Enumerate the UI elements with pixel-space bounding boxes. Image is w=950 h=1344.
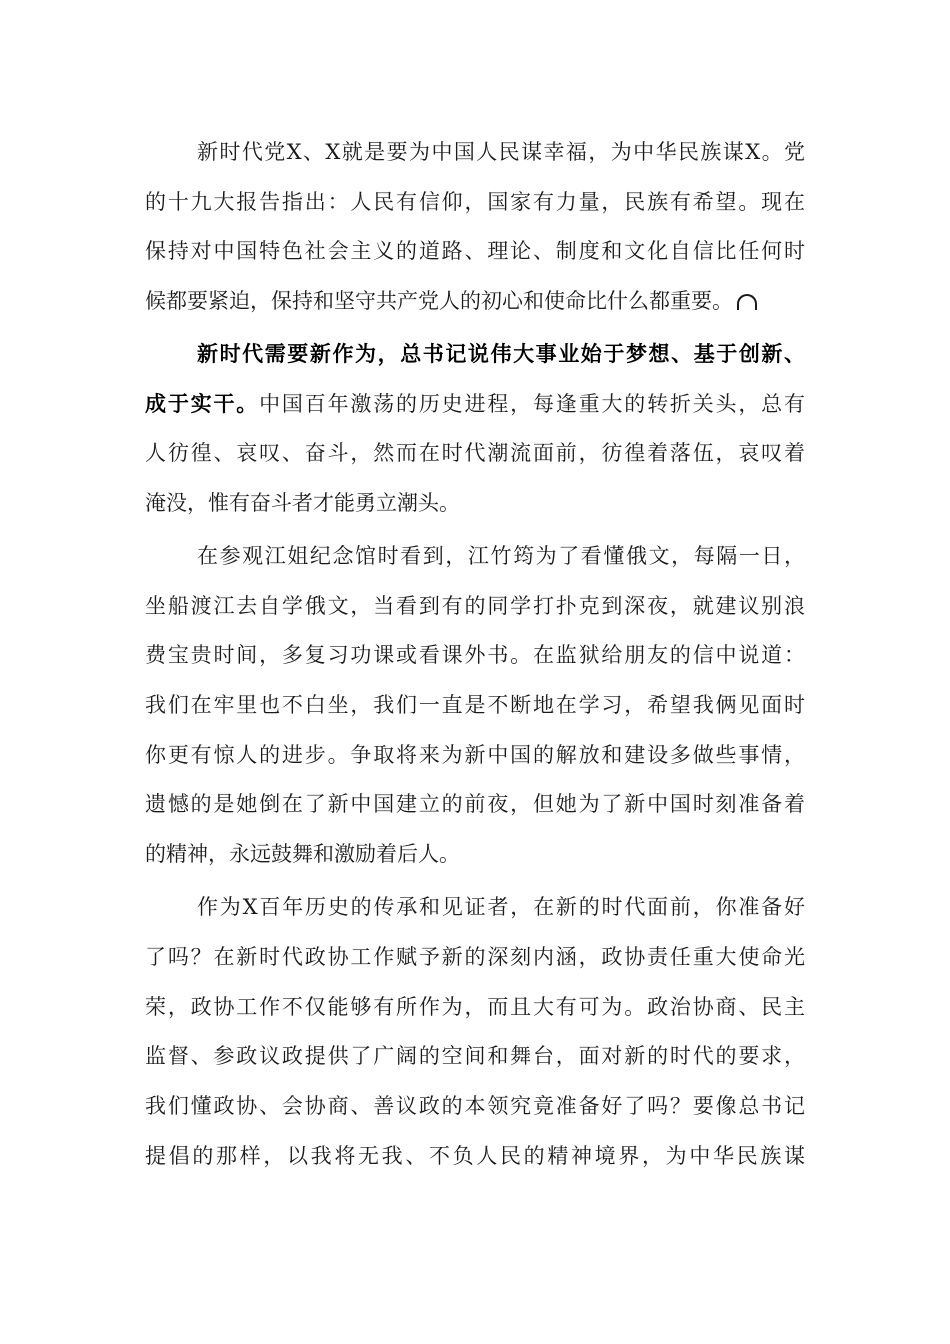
paragraph-3-line-4: 我们在牢里也不白坐，我们一直是不断地在学习，希望我俩见面时 — [145, 693, 805, 717]
paragraph-1-line-4 — [145, 283, 805, 319]
paragraph-4-line-6: 提倡的那样，以我将无我、不负人民的精神境界，为中华民族谋 — [145, 1144, 805, 1168]
paragraph-4-line-3: 荣，政协工作不仅能够有所作为，而且大有可为。政治协商、民主 — [145, 995, 805, 1019]
paragraph-2-bold-lead: 成于实干。 — [145, 391, 260, 416]
paragraph-1-line-1: 新时代党X、X就是要为中国人民谋幸福，为中华民族谋X。党 — [197, 140, 805, 164]
paragraph-3-line-1: 在参观江姐纪念馆时看到，江竹筠为了看懂俄文，每隔一日， — [197, 544, 805, 568]
paragraph-2-line-2 — [145, 386, 805, 422]
paragraph-4-line-2: 了吗？在新时代政协工作赋予新的深刻内涵，政协责任重大使命光 — [145, 945, 805, 969]
paragraph-3-line-6: 遗憾的是她倒在了新中国建立的前夜，但她为了新中国时刻准备着 — [145, 792, 805, 816]
paragraph-3-line-2: 坐船渡江去自学俄文，当看到有的同学打扑克到深夜，就建议别浪 — [145, 594, 805, 618]
paragraph-2-line-4: 淹没，惟有奋斗者才能勇立潮头。 — [145, 491, 460, 515]
paragraph-3-line-7: 的精神，永远鼓舞和激励着后人。 — [145, 842, 460, 866]
arc-mark-icon — [737, 294, 757, 310]
paragraph-4-line-5: 我们懂政协、会协商、善议政的本领究竟准备好了吗？要像总书记 — [145, 1094, 805, 1118]
paragraph-1-line-3: 保持对中国特色社会主义的道路、理论、制度和文化自信比任何时 — [145, 239, 805, 263]
paragraph-4-line-1: 作为X百年历史的传承和见证者，在新的时代面前，你准备好 — [197, 895, 805, 919]
paragraph-1-line-2: 的十九大报告指出：人民有信仰，国家有力量，民族有希望。现在 — [145, 190, 805, 214]
paragraph-3-line-3: 费宝贵时间，多复习功课或看课外书。在监狱给朋友的信中说道： — [145, 643, 805, 667]
paragraph-2-line-2-rest: 中国百年激荡的历史进程，每逢重大的转折关头，总有 — [259, 392, 806, 416]
paragraph-1-line-4-text: 候都要紧迫，保持和坚守共产党人的初心和使命比什么都重要。 — [145, 289, 733, 313]
paragraph-4-line-4: 监督、参政议政提供了广阔的空间和舞台，面对新的时代的要求， — [145, 1044, 805, 1068]
paragraph-2-line-3: 人彷徨、哀叹、奋斗，然而在时代潮流面前，彷徨着落伍，哀叹着 — [145, 441, 805, 465]
paragraph-2-bold-line-1: 新时代需要新作为，总书记说伟大事业始于梦想、基于创新、 — [197, 341, 805, 366]
paragraph-3-line-5: 你更有惊人的进步。争取将来为新中国的解放和建设多做些事情， — [145, 743, 805, 767]
